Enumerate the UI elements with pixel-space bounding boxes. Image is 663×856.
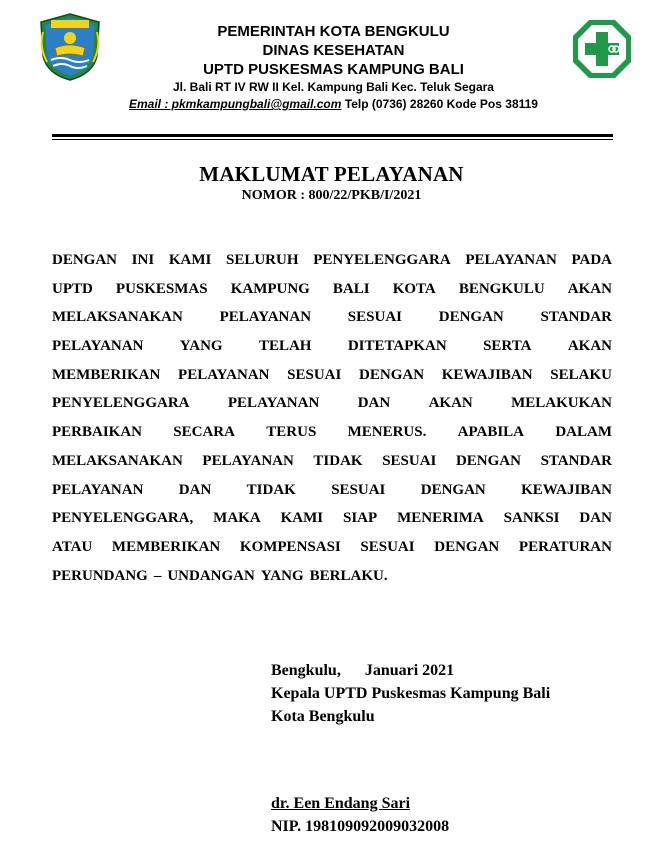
- body-line: [52, 539, 612, 568]
- body-word: TELAH: [258, 338, 312, 355]
- letterhead-address: Jl. Bali RT IV RW II Kel. Kampung Bali Kec. Teluk Segara: [173, 80, 494, 94]
- document-title: MAKLUMAT PELAYANAN: [199, 162, 464, 186]
- signatory-nip: NIP. 198109092009032008: [271, 818, 450, 835]
- body-word: PENYELENGGARA: [52, 395, 190, 412]
- body-word: SESUAI: [287, 366, 342, 383]
- body-word: PELAYANAN: [52, 338, 144, 355]
- letterhead-government: PEMERINTAH KOTA BENGKULU: [217, 23, 450, 40]
- body-word: SELAKU: [550, 366, 612, 383]
- body-word: –: [153, 567, 162, 584]
- body-word: MELAKSANAKAN: [52, 309, 183, 326]
- body-word: SECARA: [173, 424, 235, 441]
- body-word: PELAYANAN: [219, 309, 312, 326]
- letterhead-email[interactable]: Email : pkmkampungbali@gmail.com: [129, 97, 342, 111]
- signature-date: Januari 2021: [364, 662, 455, 679]
- body-word: KEWAJIBAN: [441, 366, 533, 383]
- body-line: [52, 338, 612, 367]
- body-word: SESUAI: [382, 452, 437, 469]
- signature-city: Kota Bengkulu: [271, 708, 375, 725]
- body-word: PELAYANAN: [178, 366, 270, 383]
- body-line: [52, 482, 612, 511]
- body-word: UNDANGAN: [167, 567, 255, 584]
- body-line: [52, 367, 612, 396]
- body-word: DENGAN: [420, 481, 486, 498]
- body-word: KOMPENSASI: [239, 538, 341, 555]
- body-word: ATAU: [52, 538, 93, 555]
- document-number: NOMOR : 800/22/PKB/I/2021: [241, 188, 422, 203]
- body-word: KAMI: [280, 510, 324, 527]
- document-body: [52, 252, 612, 596]
- body-word: PELAYANAN: [52, 481, 144, 498]
- letterhead-institution: UPTD PUSKESMAS KAMPUNG BALI: [203, 61, 464, 78]
- body-word: MELAKUKAN: [511, 395, 612, 412]
- body-word: TERUS: [266, 424, 317, 441]
- body-word: SIAP: [342, 510, 378, 527]
- header-divider-thin: [52, 139, 613, 140]
- body-word: SELURUH: [226, 252, 299, 268]
- letterhead-contact: [2, 97, 663, 111]
- body-word: SESUAI: [347, 309, 402, 326]
- body-word: DAN: [357, 395, 391, 412]
- body-word: KAMI: [168, 252, 212, 268]
- body-word: BALI: [332, 280, 370, 297]
- body-word: DENGAN: [434, 538, 500, 555]
- body-word: KEWAJIBAN: [521, 481, 612, 498]
- body-word: DALAM: [555, 424, 612, 441]
- body-word: YANG: [260, 567, 304, 584]
- body-word: PELAYANAN: [202, 452, 294, 469]
- body-word: PENYELENGGARA: [313, 252, 451, 268]
- body-word: SESUAI: [360, 538, 415, 555]
- body-word: KAMPUNG: [230, 280, 310, 297]
- body-word: DENGAN: [438, 309, 504, 326]
- body-line: [52, 510, 612, 539]
- body-word: SANKSI: [503, 510, 560, 527]
- signature-position: Kepala UPTD Puskesmas Kampung Bali: [271, 685, 551, 702]
- body-word: BENGKULU: [458, 280, 545, 297]
- body-word: YANG: [179, 338, 223, 355]
- body-word: INI: [131, 252, 155, 268]
- signature-place-date: [271, 662, 454, 680]
- body-word: AKAN: [428, 395, 473, 412]
- body-word: PELAYANAN: [465, 252, 557, 268]
- letterhead-phone: Telp (0736) 28260 Kode Pos 38119: [341, 97, 538, 111]
- body-word: PENYELENGGARA,: [52, 510, 194, 527]
- body-word: DENGAN: [52, 252, 118, 268]
- body-line: [52, 395, 612, 424]
- body-word: PERBAIKAN: [52, 424, 143, 441]
- body-word: SESUAI: [331, 481, 386, 498]
- body-word: DAN: [178, 481, 212, 498]
- body-word: DAN: [579, 510, 612, 527]
- body-line: [52, 453, 612, 482]
- body-word: MAKA: [213, 510, 261, 527]
- body-word: BERLAKU.: [309, 567, 388, 584]
- body-word: PERUNDANG: [52, 567, 148, 584]
- body-word: SERTA: [483, 338, 532, 355]
- body-word: PUSKESMAS: [115, 280, 208, 297]
- body-word: DITETAPKAN: [347, 338, 447, 355]
- body-word: MENERIMA: [397, 510, 484, 527]
- header-divider-thick: [52, 134, 613, 137]
- body-word: KOTA: [392, 280, 436, 297]
- body-word: APABILA: [457, 424, 525, 441]
- body-word: AKAN: [567, 280, 612, 297]
- body-line: [52, 309, 612, 338]
- body-word: DENGAN: [359, 366, 425, 383]
- body-word: MEMBERIKAN: [52, 366, 161, 383]
- letterhead-department: DINAS KESEHATAN: [262, 42, 405, 59]
- body-word: PADA: [571, 252, 612, 268]
- body-line: [52, 281, 612, 310]
- body-word: STANDAR: [540, 309, 612, 326]
- body-word: STANDAR: [540, 452, 612, 469]
- body-line: [52, 424, 612, 453]
- body-word: MELAKSANAKAN: [52, 452, 183, 469]
- body-word: TIDAK: [313, 452, 363, 469]
- body-word: UPTD: [52, 280, 93, 297]
- body-word: PERATURAN: [518, 538, 612, 555]
- body-word: PELAYANAN: [227, 395, 320, 412]
- body-line: [52, 568, 612, 597]
- signature-place: Bengkulu,: [271, 662, 341, 679]
- body-word: TIDAK: [246, 481, 296, 498]
- body-line: [52, 252, 612, 281]
- body-word: AKAN: [567, 338, 612, 355]
- signatory-name: dr. Een Endang Sari: [271, 795, 411, 812]
- body-word: MEMBERIKAN: [111, 538, 221, 555]
- body-word: MENERUS.: [347, 424, 427, 441]
- body-word: DENGAN: [455, 452, 521, 469]
